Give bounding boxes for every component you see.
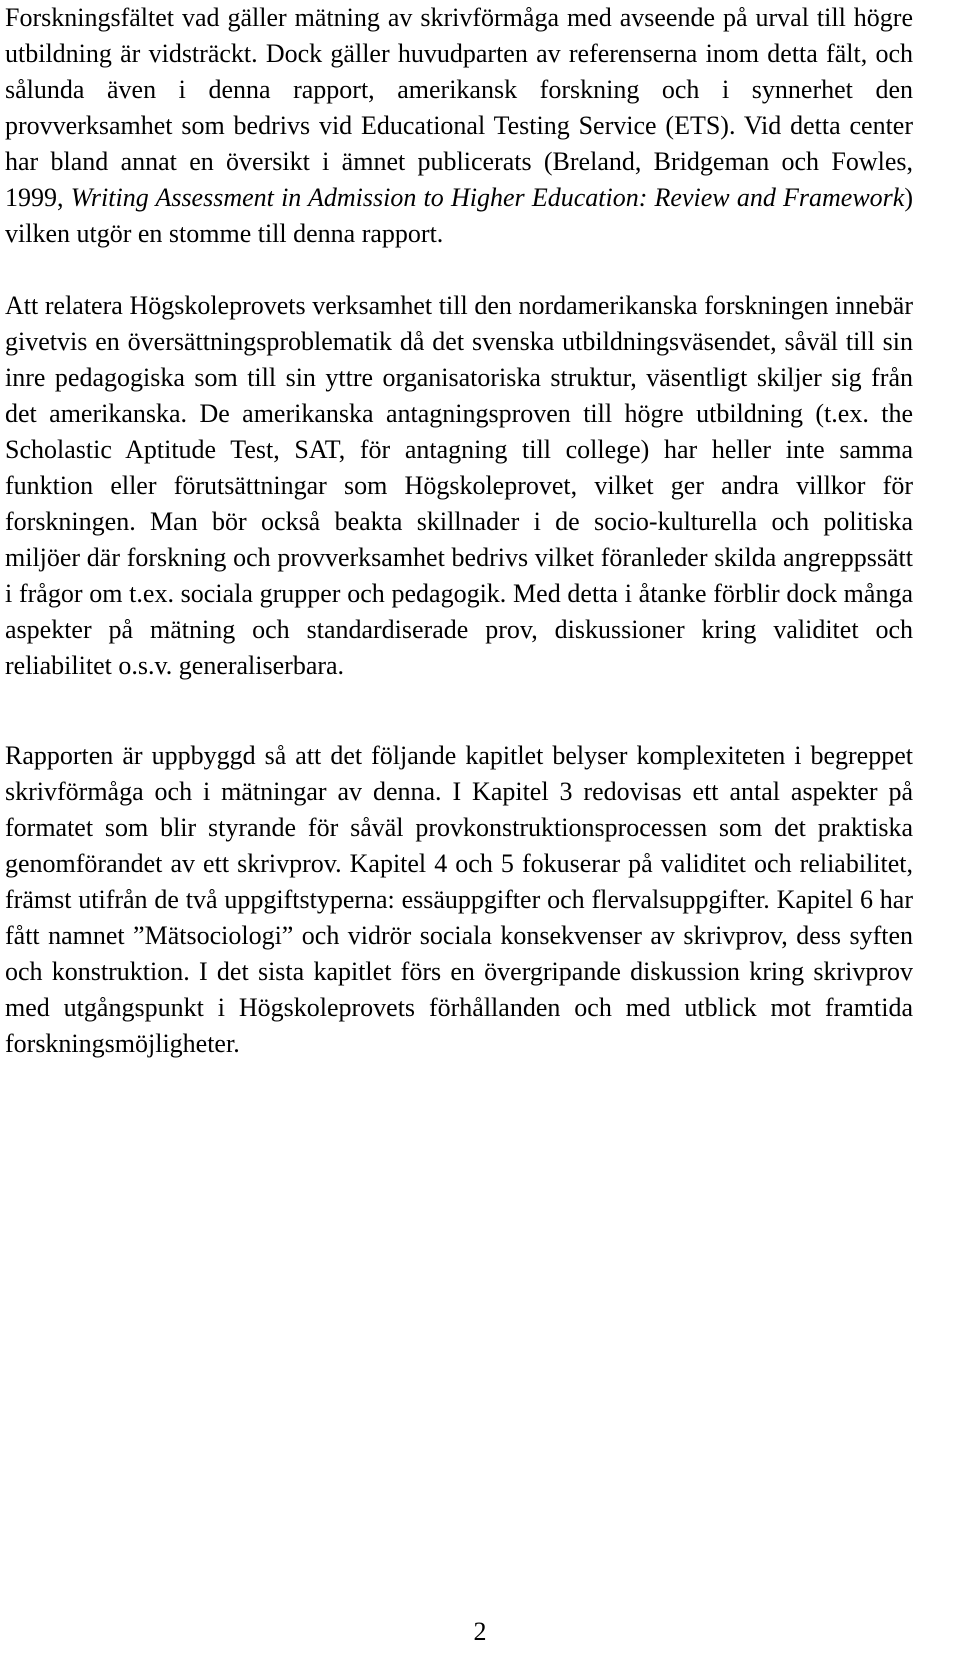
paragraph-translation-problem: Att relatera Högskoleprovets verksamhet till den nordamerikanska forskningen innebär givetvis en översättningsproblematik då det svenska utbildningsväsendet, såväl till sin inre pedagogiska som till sin yttre organisatoriska struktur, väsentligt skiljer sig från det amerikanska. De amerikanska antagningsproven till högre utbildning (t.ex. the Scholastic Aptitude Test, SAT, för antagning till college) har heller inte samma funktion eller förutsättningar som Högskoleprovet, vilket ger andra villkor för forskningen. Man bör också beakta skillnader i de socio-kulturella och politiska miljöer där forskning och provverksamhet bedrivs vilket föranleder skilda angreppssätt i frågor om t.ex. sociala grupper och pedagogik. Med detta i åtanke förblir dock många aspekter på mätning och standardiserade prov, diskussioner kring validitet och reliabilitet o.s.v. generaliserbara.: [5, 291, 913, 680]
paragraph-report-outline: Rapporten är uppbyggd så att det följande kapitlet belyser komplexiteten i begreppet skrivförmåga och i mätningar av denna. I Kapitel 3 redovisas ett antal aspekter på formatet som blir styrande för såväl provkonstruktionsprocessen som det praktiska genomförandet av ett skrivprov. Kapitel 4 och 5 fokuserar på validitet och reliabilitet, främst utifrån de två uppgiftstyperna: essäuppgifter och flervalsuppgifter. Kapitel 6 har fått namnet ”Mätsociologi” och vidrör sociala konsekvenser av skrivprov, dess syften och konstruktion. I det sista kapitlet förs en övergripande diskussion kring skrivprov med utgångspunkt i Högskoleprovets förhållanden och med utblick mot framtida forskningsmöjligheter.: [5, 741, 913, 1058]
paragraph-intro-text-2: ) vilken utgör en stomme till denna rapport.: [5, 183, 913, 248]
body-text: [5, 0, 913, 1062]
cited-title-italic: Writing Assessment in Admission to Higher Education: Review and Framework: [70, 183, 905, 212]
paragraph-intro: [5, 0, 913, 252]
paragraph-intro-text-1: Forskningsfältet vad gäller mätning av skrivförmåga med avseende på urval till högre utbildning är vidsträckt. Dock gäller huvudparten av referenserna inom detta fält, och sålunda även i denna rapport, amerikansk forskning och i synnerhet den provverksamhet som bedrivs vid Educational Testing Service (ETS). Vid detta center har bland annat en översikt i ämnet publicerats (Breland, Bridgeman och Fowles, 1999,: [5, 3, 913, 212]
page-number: 2: [473, 1617, 487, 1646]
